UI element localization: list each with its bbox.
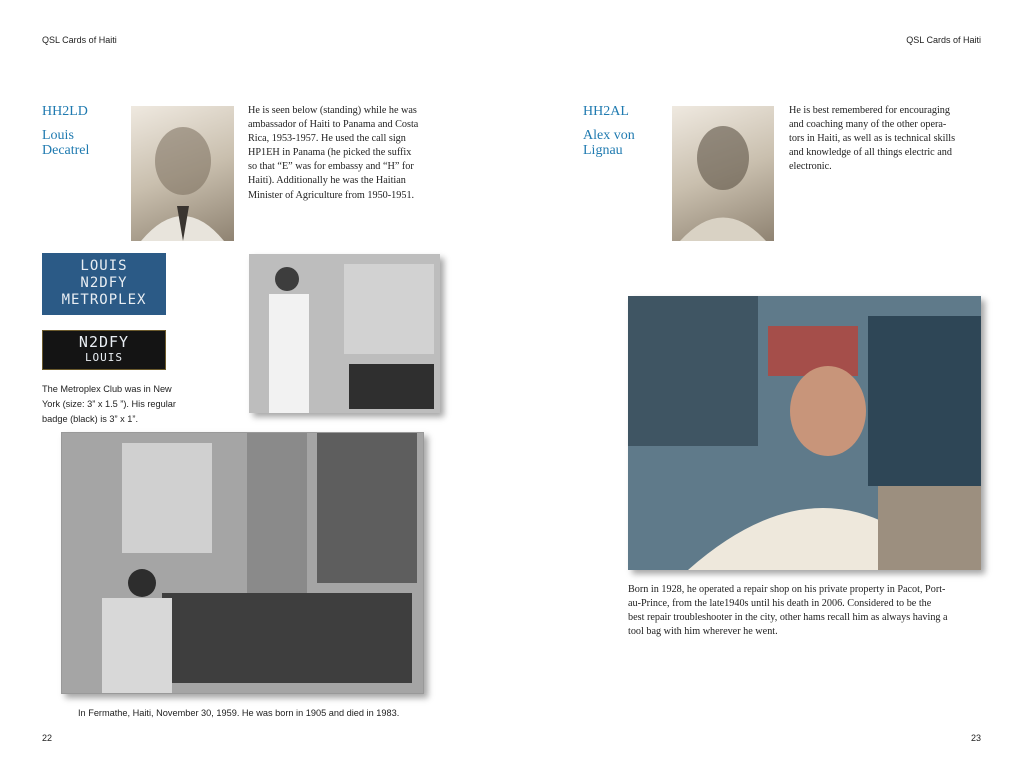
name-line-2: Decatrel <box>42 143 90 158</box>
caption-line: tool bag with him wherever he went. <box>628 626 778 638</box>
callsign-hh2al: HH2AL <box>583 104 629 119</box>
bio-line: Haiti). Additionally he was the Haitian <box>248 175 406 187</box>
bio-line: Rica, 1953-1957. He used the call sign <box>248 133 406 145</box>
badge-line: LOUIS <box>80 258 128 274</box>
bio-line: tors in Haiti, as well as is technical skills <box>789 133 956 145</box>
station-photo-icon <box>62 433 423 693</box>
caption-line: badge (black) is 3” x 1”. <box>42 414 138 424</box>
bio-line: so that “E” was for embassy and “H” for <box>248 161 414 173</box>
bio-line: HP1EH in Panama (he picked the suffix <box>248 147 412 159</box>
person-name-louis-decatrel <box>42 128 89 158</box>
bio-line: electronic. <box>789 161 832 173</box>
photo-ambassador-radio-room <box>249 254 440 413</box>
portrait-alex-von-lignau <box>672 106 774 241</box>
regular-badge <box>42 330 166 370</box>
portrait-figure-icon <box>672 106 774 241</box>
photo-repair-shop <box>628 296 981 570</box>
caption-line: The Metroplex Club was in New <box>42 384 172 394</box>
photo-fermathe-station <box>61 432 424 694</box>
running-head-right: QSL Cards of Haiti <box>906 35 981 45</box>
badge-line: N2DFY <box>78 333 130 351</box>
bio-line: Minister of Agriculture from 1950-1951. <box>248 189 415 201</box>
caption-line: best repair troubleshooter in the city, other hams recall him as always having a <box>628 612 948 624</box>
running-head-left: QSL Cards of Haiti <box>42 35 117 45</box>
callsign-hh2ld: HH2LD <box>42 104 88 119</box>
name-line-1: Alex von <box>583 128 635 143</box>
caption-line: York (size: 3” x 1.5 ”). His regular <box>42 399 176 409</box>
badge-caption <box>42 382 202 427</box>
badge-line: N2DFY <box>80 275 128 291</box>
bio-line: and knowledge of all things electric and <box>789 147 952 159</box>
page-number-left: 22 <box>42 733 53 743</box>
portrait-figure-icon <box>131 106 234 241</box>
bio-line: He is best remembered for encouraging <box>789 105 950 116</box>
bio-line: ambassador of Haiti to Panama and Costa <box>248 119 419 131</box>
page-number-right: 23 <box>970 733 981 743</box>
repair-shop-photo-icon <box>628 296 981 570</box>
badge-line: METROPLEX <box>61 292 147 308</box>
portrait-louis-decatrel <box>131 106 234 241</box>
name-line-2: Lignau <box>583 143 623 158</box>
caption-line: Born in 1928, he operated a repair shop on his private property in Pacot, Port- <box>628 584 946 595</box>
person-name-alex-von-lignau <box>583 128 635 158</box>
badge-line: LOUIS <box>84 351 124 364</box>
name-line-1: Louis <box>42 128 74 143</box>
fermathe-caption: In Fermathe, Haiti, November 30, 1959. He was born in 1905 and died in 1983. <box>78 708 400 718</box>
caption-line: au-Prince, from the late1940s until his death in 2006. Considered to be the <box>628 598 932 610</box>
bio-louis-decatrel <box>248 104 448 203</box>
bio-alex-von-lignau <box>789 104 989 174</box>
repair-shop-caption <box>628 583 990 639</box>
metroplex-badge <box>42 253 166 315</box>
bio-line: and coaching many of the other opera- <box>789 119 947 131</box>
bio-line: He is seen below (standing) while he was <box>248 105 417 116</box>
radio-operator-photo-icon <box>249 254 440 413</box>
